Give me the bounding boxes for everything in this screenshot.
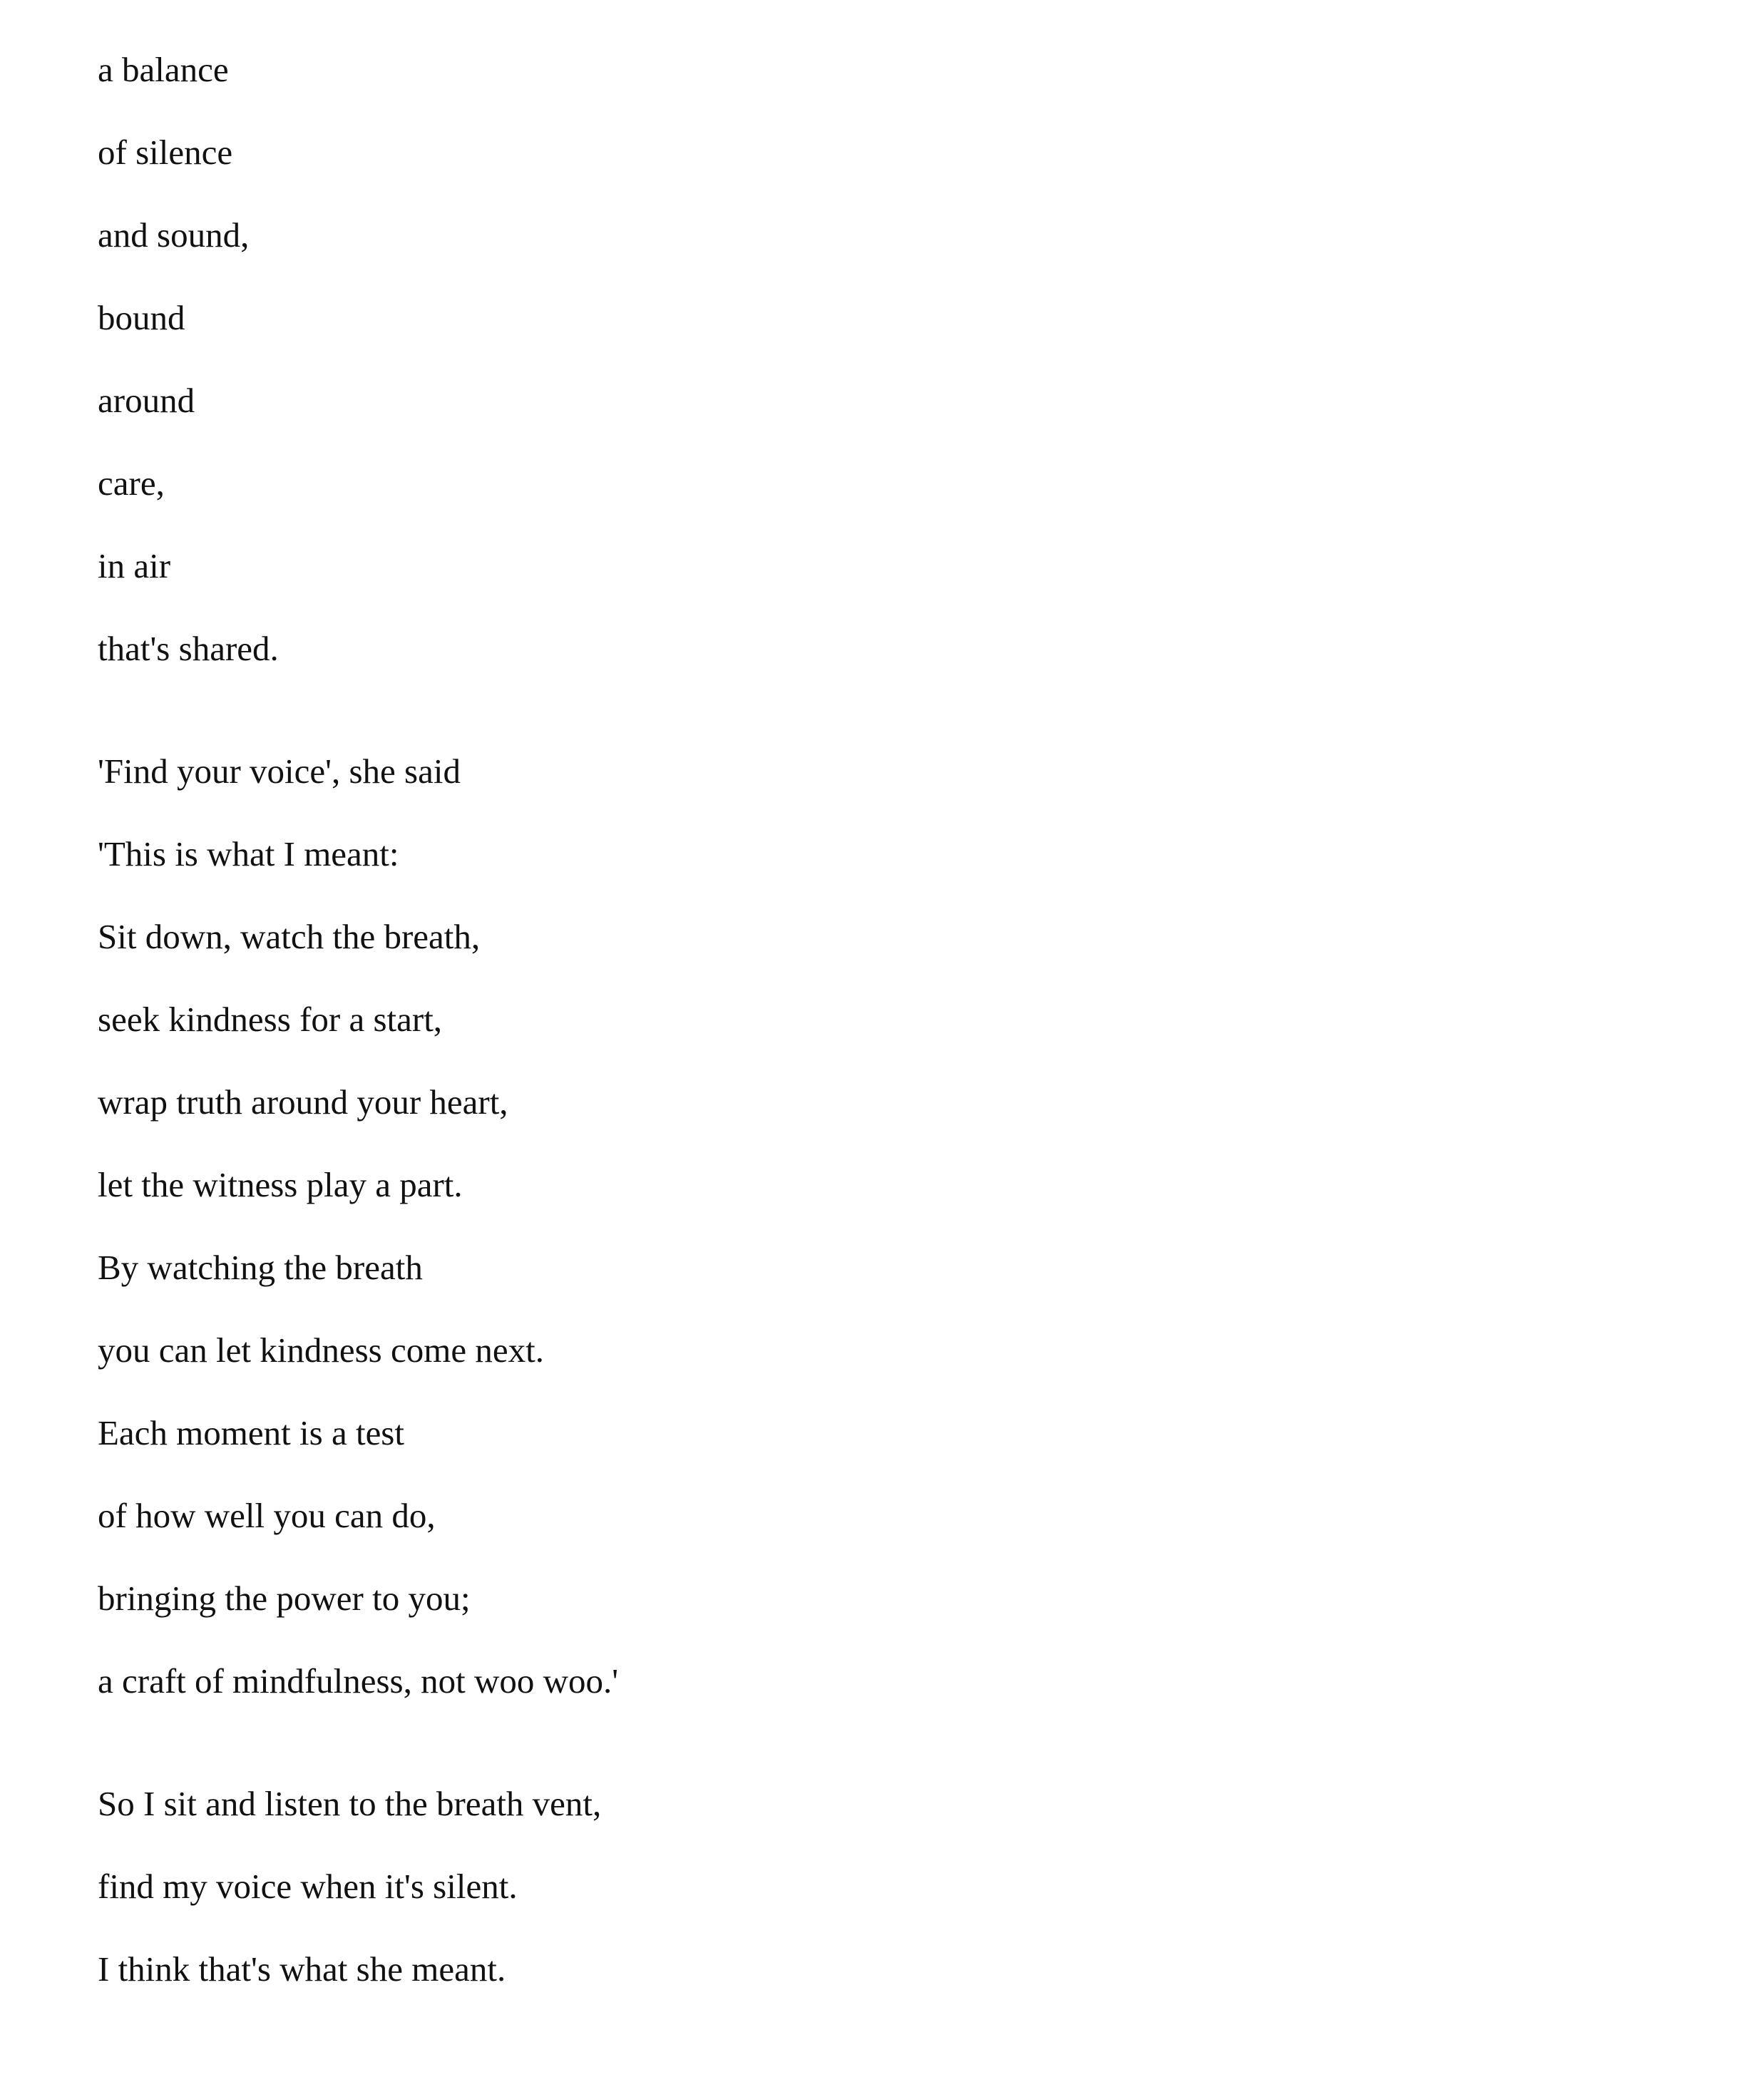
poem-line: around [98, 381, 195, 420]
poem-line: and sound, [98, 215, 250, 255]
poem-line: Sit down, watch the breath, [98, 917, 481, 956]
poem-line: in air [98, 546, 171, 585]
poem-line: a craft of mindfulness, not woo woo.' [98, 1661, 619, 1701]
poem-line: let the witness play a part. [98, 1165, 463, 1204]
poem-line: 'Find your voice', she said [98, 752, 461, 791]
stanza-3 [98, 1763, 1666, 2011]
stanza-1 [98, 29, 1666, 690]
stanza-2 [98, 730, 1666, 1723]
poem-line: bound [98, 298, 185, 337]
poem-line: By watching the breath [98, 1248, 423, 1287]
poem-line: Each moment is a test [98, 1413, 404, 1452]
poem-line: wrap truth around your heart, [98, 1082, 508, 1122]
poem-line: bringing the power to you; [98, 1579, 471, 1618]
poem-line: 'This is what I meant: [98, 834, 399, 873]
poem-line: of how well you can do, [98, 1496, 436, 1535]
poem-line: care, [98, 463, 165, 503]
poem-line: So I sit and listen to the breath vent, [98, 1784, 602, 1823]
poem-line: find my voice when it's silent. [98, 1867, 518, 1906]
poem-line: I think that's what she meant. [98, 1949, 506, 1989]
poem-line: a balance [98, 50, 229, 89]
poem-line: seek kindness for a start, [98, 1000, 443, 1039]
poem-page [98, 29, 1666, 2011]
poem-line: of silence [98, 133, 233, 172]
poem-line: you can let kindness come next. [98, 1330, 544, 1370]
poem-line: that's shared. [98, 629, 279, 668]
